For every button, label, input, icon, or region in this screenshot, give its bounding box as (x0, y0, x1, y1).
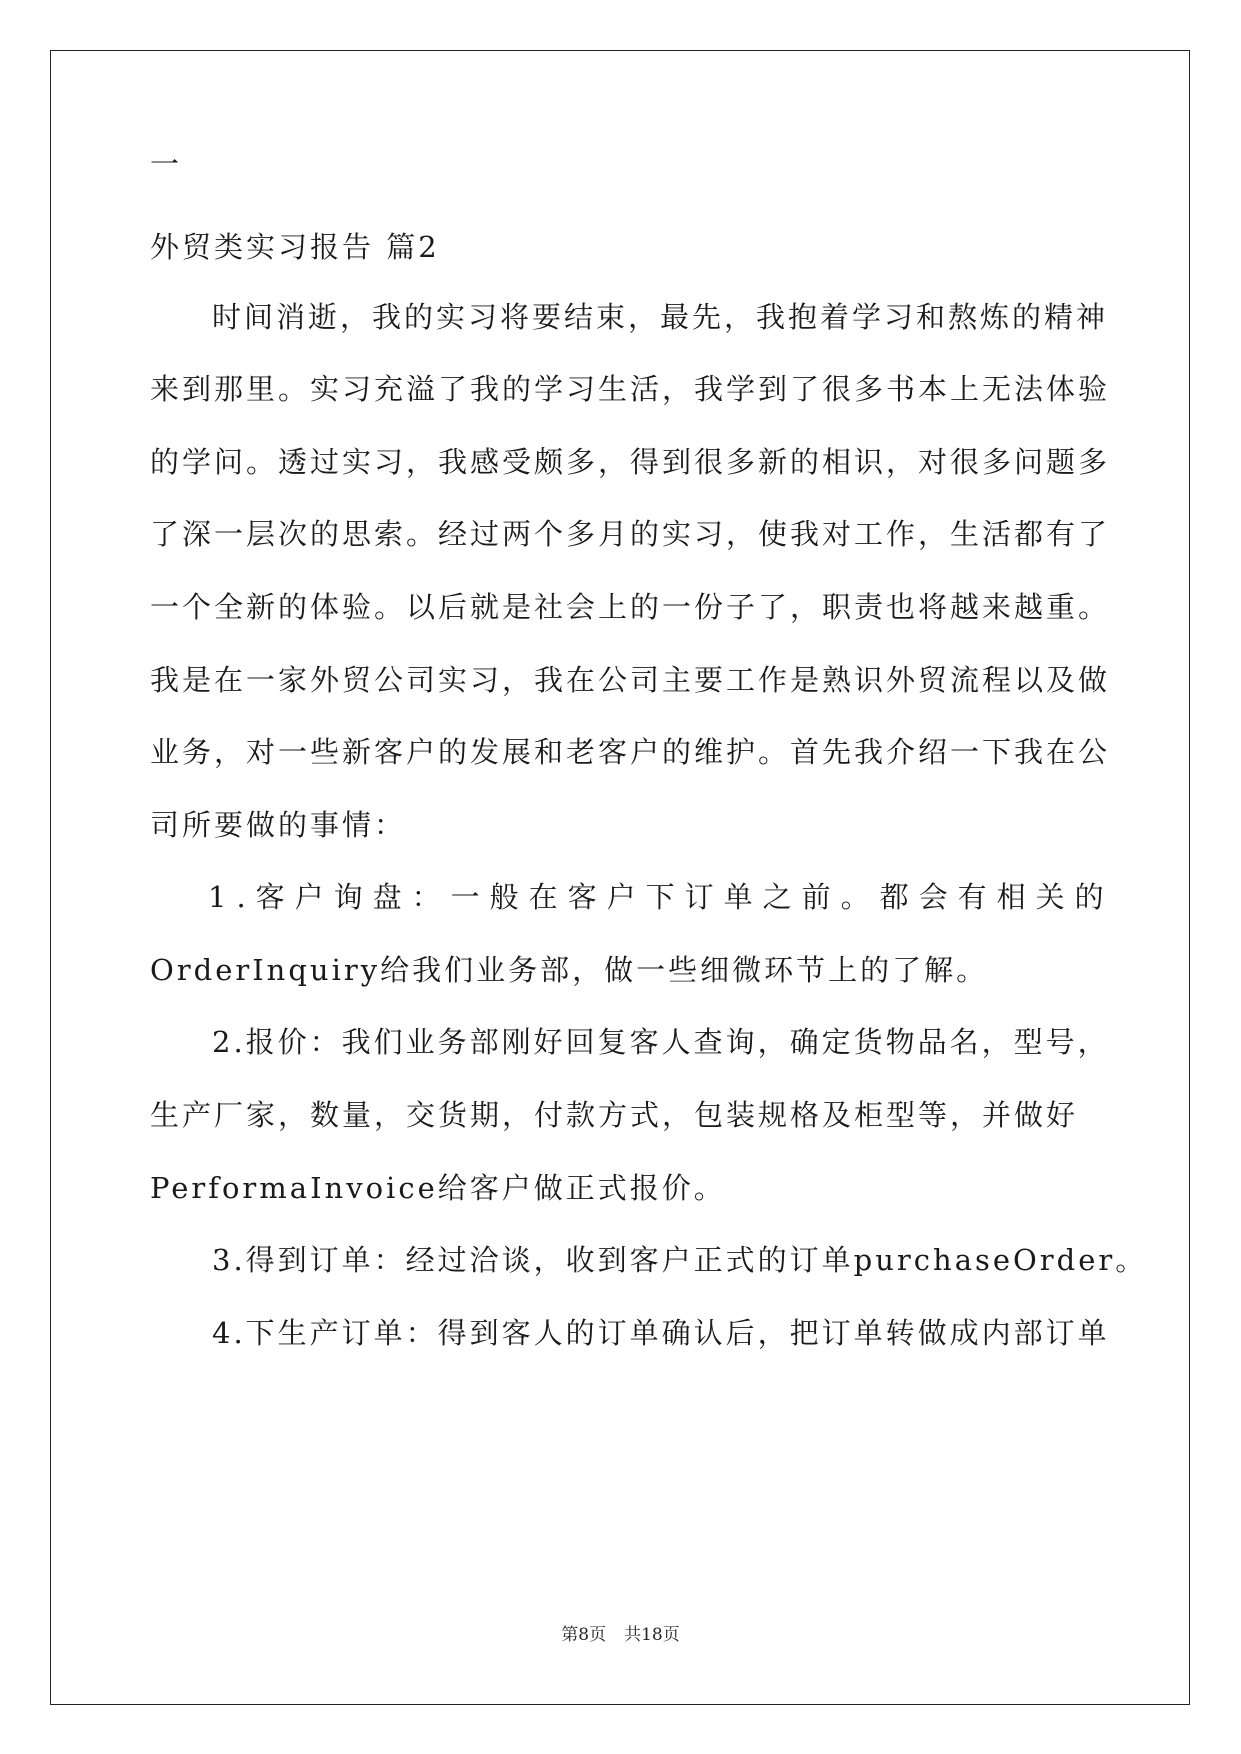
body-line: 一个全新的体验。以后就是社会上的一份子了，职责也将越来越重。 (150, 590, 1111, 624)
body-line: 司所要做的事情： (150, 808, 407, 842)
body-line: 业务，对一些新客户的发展和老客户的维护。首先我介绍一下我在公 (150, 735, 1111, 769)
page-border (50, 50, 1190, 1705)
page-footer (0, 1620, 1241, 1645)
list-item-4: 4.下生产订单：得到客人的订单确认后，把订单转做成内部订单 (212, 1316, 1110, 1350)
body-line: OrderInquiry给我们业务部，做一些细微环节上的了解。 (150, 953, 989, 987)
body-line: PerformaInvoice给客户做正式报价。 (150, 1171, 726, 1205)
list-item-2: 2.报价：我们业务部刚好回复客人查询，确定货物品名，型号， (212, 1025, 1110, 1059)
body-line: 来到那里。实习充溢了我的学习生活，我学到了很多书本上无法体验 (150, 372, 1111, 406)
body-line: 我是在一家外贸公司实习，我在公司主要工作是熟识外贸流程以及做 (150, 663, 1111, 697)
body-line: 的学问。透过实习，我感受颇多，得到很多新的相识，对很多问题多 (150, 445, 1111, 479)
list-item-1: 1.客户询盘：一般在客户下订单之前。都会有相关的 (208, 880, 1114, 914)
section-title: 外贸类实习报告 篇2 (150, 230, 440, 264)
page-total: 共18页 (624, 1625, 680, 1645)
body-line: 生产厂家，数量，交货期，付款方式，包装规格及柜型等，并做好 (150, 1098, 1079, 1132)
body-line: 时间消逝，我的实习将要结束，最先，我抱着学习和熬炼的精神 (212, 300, 1109, 334)
list-item-3: 3.得到订单：经过洽谈，收到客户正式的订单purchaseOrder。 (212, 1243, 1148, 1277)
body-line: 了深一层次的思索。经过两个多月的实习，使我对工作，生活都有了 (150, 517, 1111, 551)
page-number: 第8页 (561, 1625, 607, 1645)
dash-line: 一 (150, 147, 183, 181)
